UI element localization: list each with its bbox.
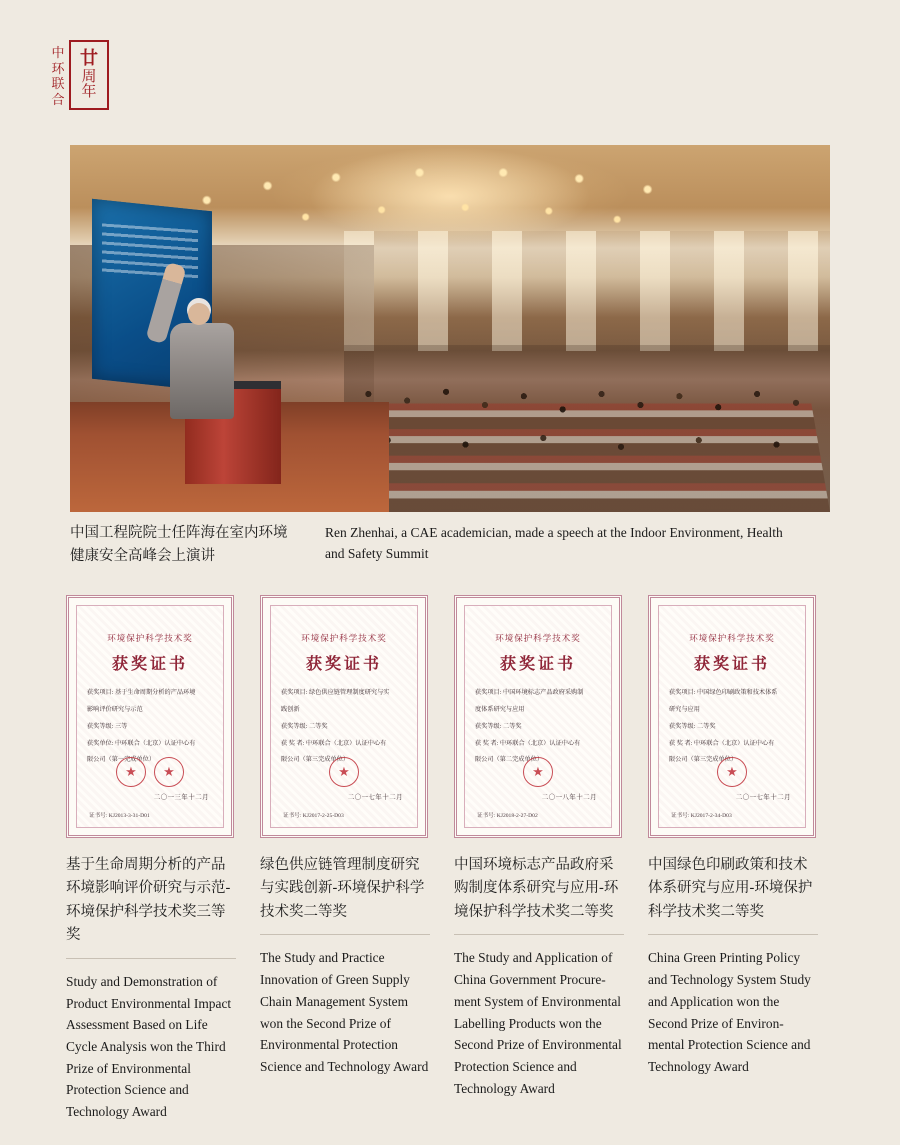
certificate-award-name: 环境保护科学技术奖 (689, 633, 775, 643)
certificate-date: 二〇一七年十二月 (347, 794, 403, 801)
certificate-title: 获奖证书 (111, 654, 188, 673)
certificate-award-name: 环境保护科学技术奖 (301, 633, 387, 643)
certificate-item (260, 595, 430, 1123)
window-row (344, 231, 830, 351)
seal-bottom-char-1: 周 (81, 66, 97, 85)
logo-char-4: 合 (51, 92, 65, 108)
certificate-image (648, 595, 816, 838)
certificate-line-4: 获 奖 者: 中环联合（北京）认证中心有 (281, 739, 387, 747)
certificate-line-3: 获奖等级: 二等奖 (475, 722, 522, 730)
certificate-inner (270, 605, 418, 828)
certificate-title: 获奖证书 (499, 654, 576, 673)
certificate-caption-english: The Study and Application of China Government Procure-ment System of Environmental Labelling Products won the Second Prize of Environmental Protection Science and Technology Award (454, 950, 622, 1096)
certificate-line-3: 获奖等级: 三等 (87, 722, 128, 730)
certificate-image (260, 595, 428, 838)
conference-photo (70, 145, 830, 512)
certificate-seals (659, 757, 805, 787)
certificate-line-4: 获 奖 者: 中环联合（北京）认证中心有 (669, 739, 775, 747)
certificate-inner (464, 605, 612, 828)
certificate-item (648, 595, 818, 1123)
logo-char-2: 环 (51, 61, 65, 77)
star-seal-icon: ★ (329, 757, 359, 787)
certificate-caption-chinese: 中国绿色印刷政策和技术体系研究与应用-环境保护科学技术奖二等奖 (648, 854, 818, 935)
certificate-line-1: 获奖项目: 中国绿色印刷政策和技术体系 (669, 689, 778, 696)
certificate-caption-chinese: 中国环境标志产品政府采购制度体系研究与应用-环境保护科学技术奖二等奖 (454, 854, 624, 935)
certificate-title: 获奖证书 (305, 654, 382, 673)
certificate-line-1: 获奖项目: 中国环境标志产品政府采购制 (475, 689, 584, 696)
anniversary-seal-icon (69, 40, 109, 110)
audience-people (344, 372, 830, 482)
certificate-gallery (66, 595, 838, 1123)
certificate-seals (465, 757, 611, 787)
certificate-line-2: 影响评价研究与示范 (87, 705, 143, 713)
certificate-seals (77, 757, 223, 787)
star-seal-icon: ★ (717, 757, 747, 787)
brand-logo (47, 40, 109, 110)
certificate-inner (658, 605, 806, 828)
certificate-caption-chinese: 绿色供应链管理制度研究与实践创新-环境保护科学技术奖二等奖 (260, 854, 430, 935)
certificate-line-5: 限公司（第二完成单位） (475, 756, 544, 764)
certificate-line-5: 限公司（第三完成单位） (281, 756, 350, 764)
certificate-line-2: 研究与应用 (669, 705, 700, 713)
certificate-line-2: 度体系研究与应用 (475, 705, 525, 713)
certificate-serial: 证书号: KJ2013-3-31-D01 (89, 813, 150, 819)
certificate-line-4: 获 奖 者: 中环联合（北京）认证中心有 (475, 739, 581, 747)
certificate-image (66, 595, 234, 838)
photo-scene (70, 145, 830, 512)
certificate-inner (76, 605, 224, 828)
certificate-seals (271, 757, 417, 787)
certificate-line-1: 获奖项目: 基于生命周期分析的产品环境 (87, 689, 196, 696)
logo-char-1: 中 (51, 46, 65, 61)
seal-top-char: 廿 (80, 47, 98, 69)
certificate-image (454, 595, 622, 838)
certificate-date: 二〇一三年十二月 (153, 794, 209, 801)
logo-char-3: 联 (51, 77, 65, 93)
certificate-item (66, 595, 236, 1123)
certificate-line-5: 限公司（第一完成单位） (87, 756, 156, 764)
certificate-line-2: 践创新 (281, 705, 300, 713)
speaker-body (170, 323, 234, 419)
certificate-item (454, 595, 624, 1123)
photo-caption-chinese: 中国工程院院士任阵海在室内环境健康安全高峰会上演讲 (70, 525, 288, 565)
certificate-award-name: 环境保护科学技术奖 (495, 633, 581, 643)
emblem-seal-icon: ★ (116, 757, 146, 787)
certificate-caption-chinese: 基于生命周期分析的产品环境影响评价研究与示范-环境保护科学技术奖三等奖 (66, 854, 236, 959)
certificate-line-5: 限公司（第三完成单位） (669, 756, 738, 764)
certificate-line-1: 获奖项目: 绿色供应链管理制度研究与实 (281, 689, 390, 696)
photo-caption-english: Ren Zhenhai, a CAE academician, made a speech at the Indoor Environment, Health and Safety Summit (325, 525, 783, 561)
certificate-serial: 证书号: KJ2018-2-27-D02 (477, 813, 538, 819)
logo-side-characters (47, 46, 69, 108)
certificate-serial: 证书号: KJ2017-2-25-D03 (283, 813, 344, 819)
speaker-head (188, 303, 210, 325)
certificate-line-3: 获奖等级: 二等奖 (281, 722, 328, 730)
certificate-caption-english: The Study and Practice Innovation of Green Supply Chain Management System won the Second Prize of Environmental Protection Science and Technology Award (260, 950, 429, 1074)
certificate-line-4: 获奖单位: 中环联合（北京）认证中心有 (87, 739, 196, 747)
certificate-caption-english: China Green Printing Policy and Technology System Study and Application won the Second Prize of Environ-mental Protection Science and Technology Award (648, 950, 811, 1074)
certificate-award-name: 环境保护科学技术奖 (107, 633, 193, 643)
star-seal-icon: ★ (154, 757, 184, 787)
certificate-line-3: 获奖等级: 二等奖 (669, 722, 716, 730)
seal-bottom-char-2: 年 (81, 82, 97, 101)
certificate-date: 二〇一八年十二月 (541, 794, 597, 801)
certificate-title: 获奖证书 (693, 654, 770, 673)
star-seal-icon: ★ (523, 757, 553, 787)
certificate-serial: 证书号: KJ2017-2-34-D03 (671, 813, 732, 819)
certificate-caption-english: Study and Demonstration of Product Environmental Impact Assessment Based on Life Cycle Analysis won the Third Prize of Environmental Protection Science and Technology Award (66, 973, 232, 1120)
certificate-date: 二〇一七年十二月 (735, 794, 791, 801)
